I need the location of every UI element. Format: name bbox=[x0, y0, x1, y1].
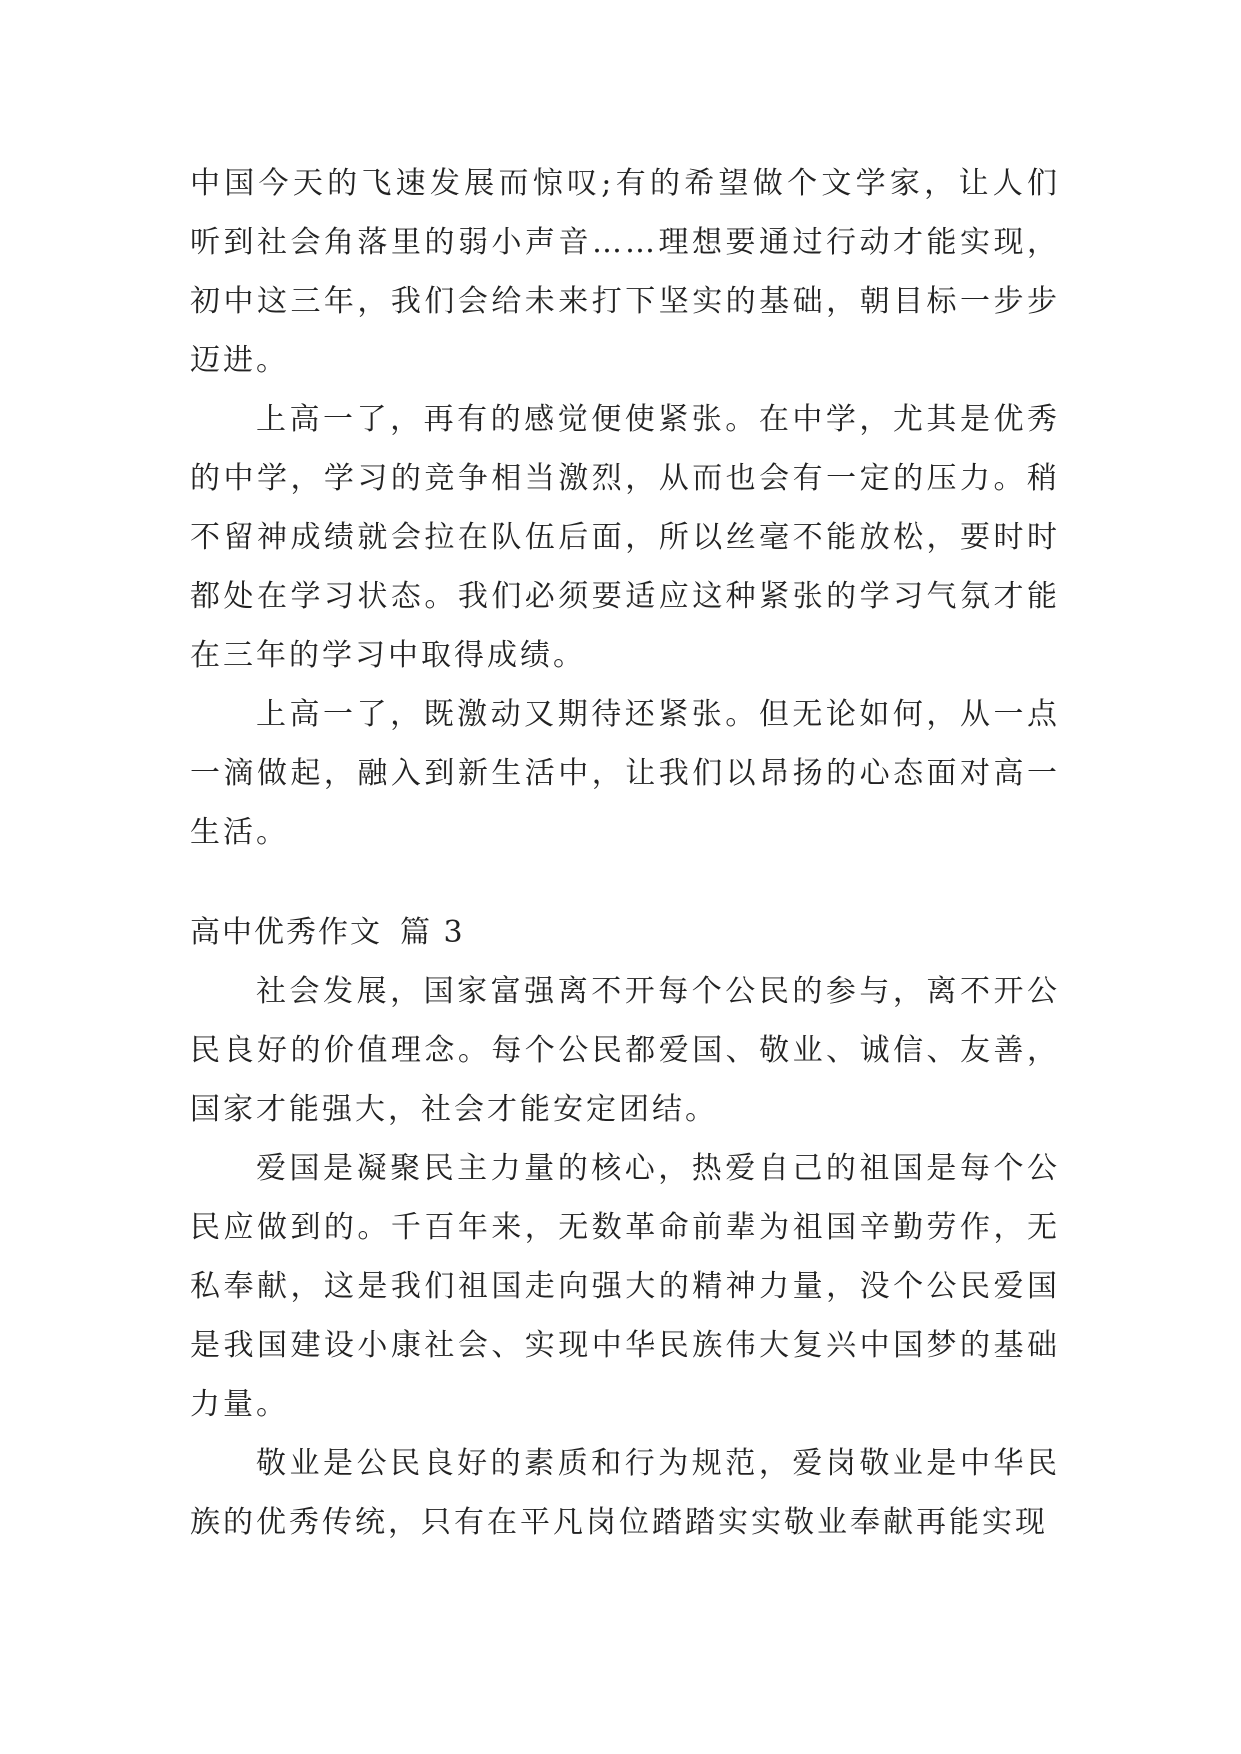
paragraph: 上高一了，既激动又期待还紧张。但无论如何，从一点一滴做起，融入到新生活中，让我们以昂扬的心态面对高一生活。 bbox=[190, 697, 1060, 850]
paragraph-continued: 中国今天的飞速发展而惊叹;有的希望做个文学家，让人们听到社会角落里的弱小声音……理想要通过行动才能实现，初中这三年，我们会给未来打下坚实的基础，朝目标一步步迈进。 bbox=[190, 166, 1060, 378]
section-heading bbox=[190, 903, 1060, 962]
document-body bbox=[190, 154, 1060, 1552]
section-heading-number: 篇 3 bbox=[400, 915, 465, 950]
paragraph: 上高一了，再有的感觉便使紧张。在中学，尤其是优秀的中学，学习的竞争相当激烈，从而也会有一定的压力。稍不留神成绩就会拉在队伍后面，所以丝毫不能放松，要时时都处在学习状态。我们必须要适应这种紧张的学习气氛才能在三年的学习中取得成绩。 bbox=[190, 402, 1060, 673]
section-heading-title: 高中优秀作文 bbox=[190, 915, 382, 950]
paragraph: 社会发展，国家富强离不开每个公民的参与，离不开公民良好的价值理念。每个公民都爱国、敬业、诚信、友善，国家才能强大，社会才能安定团结。 bbox=[190, 974, 1060, 1127]
paragraph: 爱国是凝聚民主力量的核心，热爱自己的祖国是每个公民应做到的。千百年来，无数革命前辈为祖国辛勤劳作，无私奉献，这是我们祖国走向强大的精神力量，没个公民爱国是我国建设小康社会、实现中华民族伟大复兴中国梦的基础力量。 bbox=[190, 1151, 1060, 1422]
paragraph: 敬业是公民良好的素质和行为规范，爱岗敬业是中华民族的优秀传统，只有在平凡岗位踏踏实实敬业奉献再能实现 bbox=[190, 1446, 1060, 1540]
